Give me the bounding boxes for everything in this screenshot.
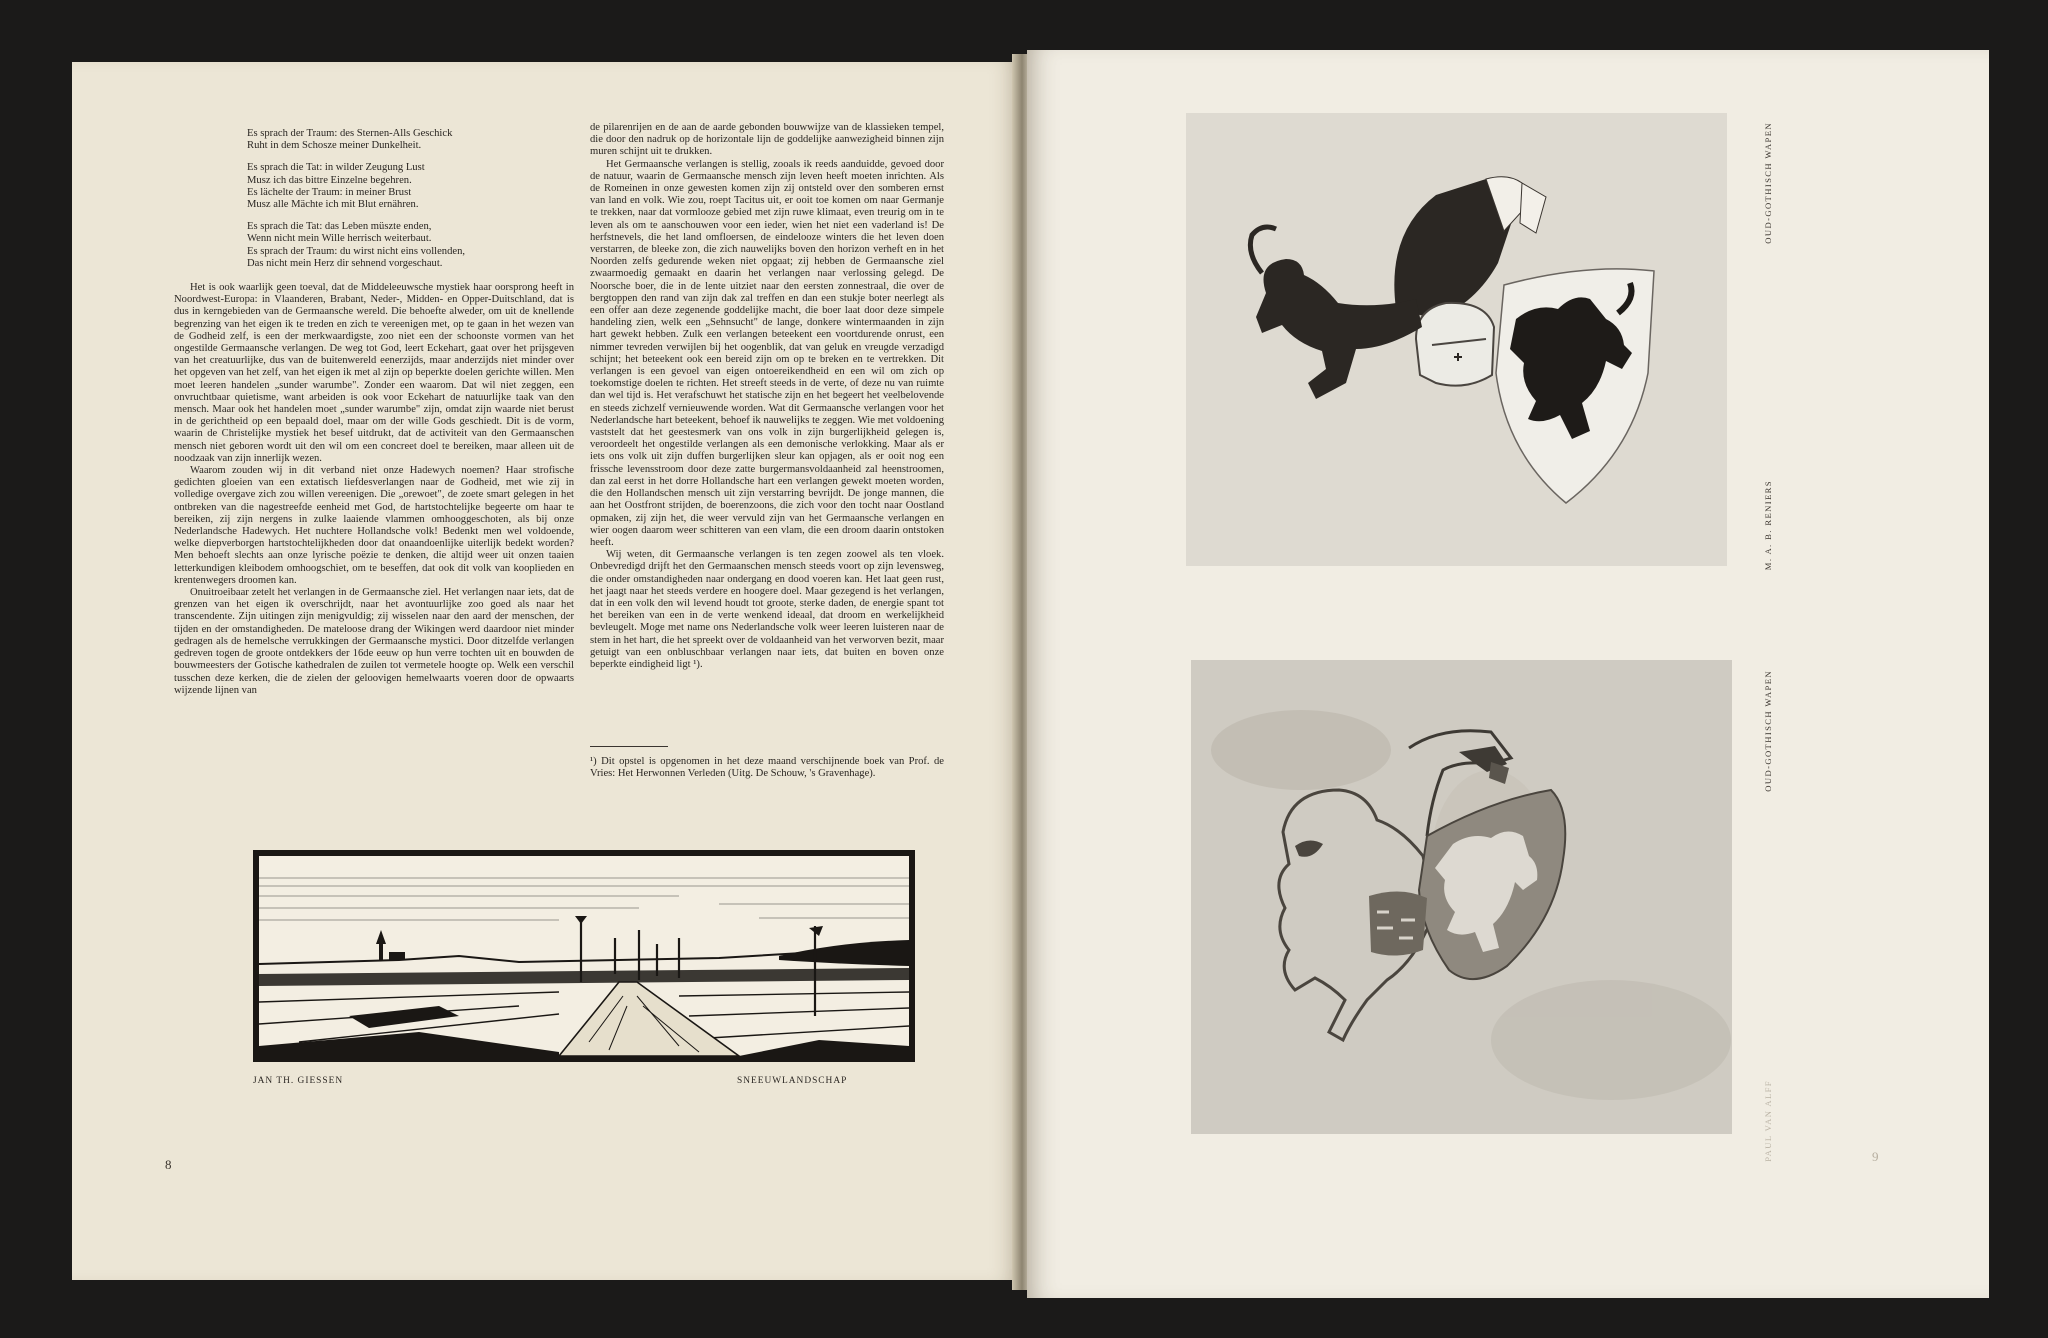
paragraph: Het is ook waarlijk geen toeval, dat de Middeleeuwsche mystiek haar oorsprong heeft in Noordwest-Europa: in Vlaanderen, Brabant, Neder-, Midden- en Opper-Duitschland, dat is dus in kerngebieden van de Germaansche wereld. Die behoefte alweder, om uit de knellende begrenzing van het eigen ik te treden en zich te vereenigen met, op te gaan in het wezen van de Godheid zelf, is een der merkwaardigste, zoo niet een der schoonste vormen van het ongestilde Germaansche verlangen. De weg tot God, leert Eckehart, gaat over het prijsgeven van het creatuurlijke, dus van de buitenwereld eenerzijds, maar anderzijds niet minder over het opgeven van het zelf, van het eigen ik met al zijn op beperkte doelen gerichte willen. Men moet leeren handelen „sunder warumbe". Zonder een waarom. Dat wil niet zeggen, een onvruchtbaar quietisme, want arbeiden is ook voor Eckehart de natuurlijke taak van den mensch. Maar ook het handelen moet „sunder warumbe" zijn, omdat zijn waarde niet berust in de gerichtheid op een bepaald doel, maar om der wille Gods geschiedt. Dit is de vorm, waarin de Christelijke mystiek het besef uitdrukt, dat de activiteit van den Germaanschen mensch niet geboren wordt uit den wil om een concreet doel te bereiken, maar alleen uit de noodzaak van zijn innerlijk wezen. [174,282,574,464]
paragraph: Het Germaansche verlangen is stellig, zooals ik reeds aanduidde, gevoed door de natuur, waarin de Germaansche mensch zijn leven heeft moeten inrichten. Als de Romeinen in onze gewesten komen zijn zij ontsteld over den somberen ernst van land en volk. Wie zou, roept Tacitus uit, er ooit toe komen om naar Germanje te trekken, naar dat vormlooze gebied met zijn ruwe klimaat, even treurig om in te leven als om te aanschouwen voor een ieder, wien het niet een vaderland is! De herfstnevels, die het land omfloersen, de eindelooze winters die het leven doen verstarren, de bleeke zon, die zich nauwelijks boven den horizon verheft en in het Noorden zelfs gedurende weken niet opgaat; zij hebben de Germaansche ziel zwaarmoedig gemaakt en daarin het verlangen naar verlossing gelegd. De Noorsche boer, die in de lente uitziet naar den eersten zonnestraal, die over de bergtoppen den rand van zijn dak zal treffen en dan een stukje boter neerlegt als een offer aan deze zegenende goddelijke macht, die boer laat door deze simpele handeling zien, welk een „Sehnsucht" de lange, donkere wintermaanden in zijn hart gewekt hebben. Zulk een verlangen beteekent een voortdurende onrust, een nimmer tevreden verwijlen bij het oogenblik, dat van geluk en vreugde verzadigd schijnt; het beteekent ook een bereid zijn om op te breken en te vertrekken. Dit verlangen is een gevoel van eigen ontoereikendheid en een wil om zich op toekomstige doelen te richten. Het streeft steeds in de verte, of deze nu van ruimte dan wel tijd is. Het verafschuwt het statische zijn en het begeert het veelbelovende en steeds zichzelf vernieuwende worden. Wat dit Germaansche verlangen voor het Nederlandsche hart beteekent, behoef ik nauwelijks te zeggen. Wie met voldoening vaststelt dat het geestesmerk van ons volk in zijn burgerlijkheid gelegen is, veroordeelt het ongestilde verlangen als een demonische verlokking. Maar als er iets ons volk uit zijn duffen burgerlijken sleur kan opjagen, als er ooit nog een frissche levensstroom door deze zatte burgermansvoldaanheid zal heenstroomen, dan zal eerst in het dorre Hollandsche hart een verlangen gewekt moeten worden, die den Hollandschen mensch uit zijn verstarring bevrijdt. De jonge mannen, die aan het Oostfront strijden, de boerenzoons, die zich voor den tocht naar Oostland opmaken, zij zijn het, die weer vervuld zijn van het Germaansche verlangen en wier oogen daarom weer schitteren van een vlam, die een droom daarin ontstoken heeft. [590,158,944,548]
left-text-column [174,282,574,697]
woodcut-title: SNEEUWLANDSCHAP [737,1076,848,1086]
photo-bottom-label: OUD-GOTHISCH WAPEN [1763,670,1773,792]
poem-line: Es sprach die Tat: das Leben müszte enden, [247,221,432,233]
poem-stanza [247,162,507,211]
photo-top-credit: M. A. B. RENIERS [1763,480,1773,571]
coat-of-arms-photo-bottom [1191,660,1732,1134]
poem-line: Es sprach der Traum: des Sternen-Alls Geschick [247,128,453,139]
photo-top-label: OUD-GOTHISCH WAPEN [1763,122,1773,244]
poem-line: Ruht in dem Schosze meiner Dunkelheit. [247,140,422,152]
footnote-rule [590,746,668,747]
poem [247,128,507,280]
right-text-column [590,122,944,671]
paragraph: Waarom zouden wij in dit verband niet onze Hadewych noemen? Haar strofische gedichten gloeien van een extatisch liefdesverlangen naar de Godheid, met wie zij in volledige overgave zich zou willen vereenigen. Die „orewoet", de zoete smart gelegen in het ontbreken van die nagestreefde eenheid met God, de hartstochtelijke begeerte om haar te bereiken, zij zijn nergens in zulke laaiende vlammen omhooggeschoten, als bij onze Nederlandsche Hadewych. Het nuchtere Hollandsche volk! Bedenkt men wel voldoende, welke diepverborgen hartstochtelijkheden door dat onaandoenlijke uiterlijk bedekt worden? Men behoeft slechts aan onze lyrische poëzie te denken, die altijd weer uit onzen taaien letterkundigen kleibodem omhoogschiet, om te beseffen, dat ook dit volk van kooplieden en krentenwegers droomen kan. [174,465,574,586]
snow-landscape-woodcut [259,856,909,1056]
poem-line: Wenn nicht mein Wille herrisch weiterbaut. [247,233,432,245]
photo-bottom-credit: PAUL VAN ALFF [1763,1080,1773,1162]
paragraph: de pilarenrijen en de aan de aarde gebonden bouwwijze van de klassieken tempel, die door den nadruk op de horizontale lijn de goddelijke aanwezigheid binnen zijn muren schijnt uit te drukken. [590,122,944,158]
helmeted-lion-crest-image [1186,113,1727,566]
poem-line: Das nicht mein Herz dir sehnend vorgeschaut. [247,257,443,269]
poem-stanza [247,221,507,270]
poem-line: Es sprach der Traum: du wirst nicht eins vollenden, [247,245,466,257]
footnote: ¹) Dit opstel is opgenomen in het deze maand verschijnende boek van Prof. de Vries: Het Herwonnen Verleden (Uitg. De Schouw, 's Gravenhage). [590,756,944,780]
poem-line: Musz alle Mächte ich mit Blut ernähren. [247,199,419,211]
poem-stanza [247,128,507,152]
poem-line: Musz ich das bittre Einzelne begehren. [247,174,412,186]
paragraph: Wij weten, dit Germaansche verlangen is ten zegen zoowel als ten vloek. Onbevredigd drijft het den Germaanschen mensch steeds voort op zijn levensweg, die onder omstandigheden naar ondergang en dood voeren kan. Het laat geen rust, het jaagt naar het steeds verdere en hoogere doel. Maar gezegend is het verlangen, dat in een volk den wil levend houdt tot groote, sterke daden, de energie spant tot het bereiken van een in de verte wenkend ideaal, dat droom en werkelijkheid bevleugelt. Moge met name ons Nederlandsche volk weer leeren luisteren naar de stem in het hart, die het spreekt over de voldaanheid van het verworven bezit, maar getuigt van een onbluschbaar verlangen naar iets, dat buiten en boven onze beperkte eindigheid ligt ¹). [590,549,944,670]
coat-of-arms-photo-top [1186,113,1727,566]
woodcut-illustration [253,850,915,1062]
page-number-left: 8 [165,1157,172,1172]
poem-line: Es lächelte der Traum: in meiner Brust [247,186,412,198]
wall-painting-coat-of-arms-image [1191,660,1732,1134]
poem-line: Es sprach die Tat: in wilder Zeugung Lust [247,162,425,174]
paragraph: Onuitroeibaar zetelt het verlangen in de Germaansche ziel. Het verlangen naar iets, dat de grenzen van het eigen ik overschrijdt, naar het avontuurlijke zoo goed als naar het transcendente. Zijn uitingen zijn menigvuldig; zij wisselen naar den aard der menschen, der tijden en der omstandigheden. De mateloose drang der Wikingen werd daardoor niet minder gedragen als de hemelsche verrukkingen der Germaansche mystici. Door ditzelfde verlangen gedreven togen de groote ontdekkers der 16de eeuw op hun verre tochten uit en bouwden de bouwmeesters der Gotische kathedralen de zuilen tot vermetele hoogte op. Welk een verschil tusschen deze kerken, die de zielen der geloovigen hemelwaarts voeren door de opwaarts wijzende lijnen van [174,587,574,696]
woodcut-artist: JAN TH. GIESSEN [253,1076,344,1086]
page-number-right: 9 [1872,1149,1879,1164]
